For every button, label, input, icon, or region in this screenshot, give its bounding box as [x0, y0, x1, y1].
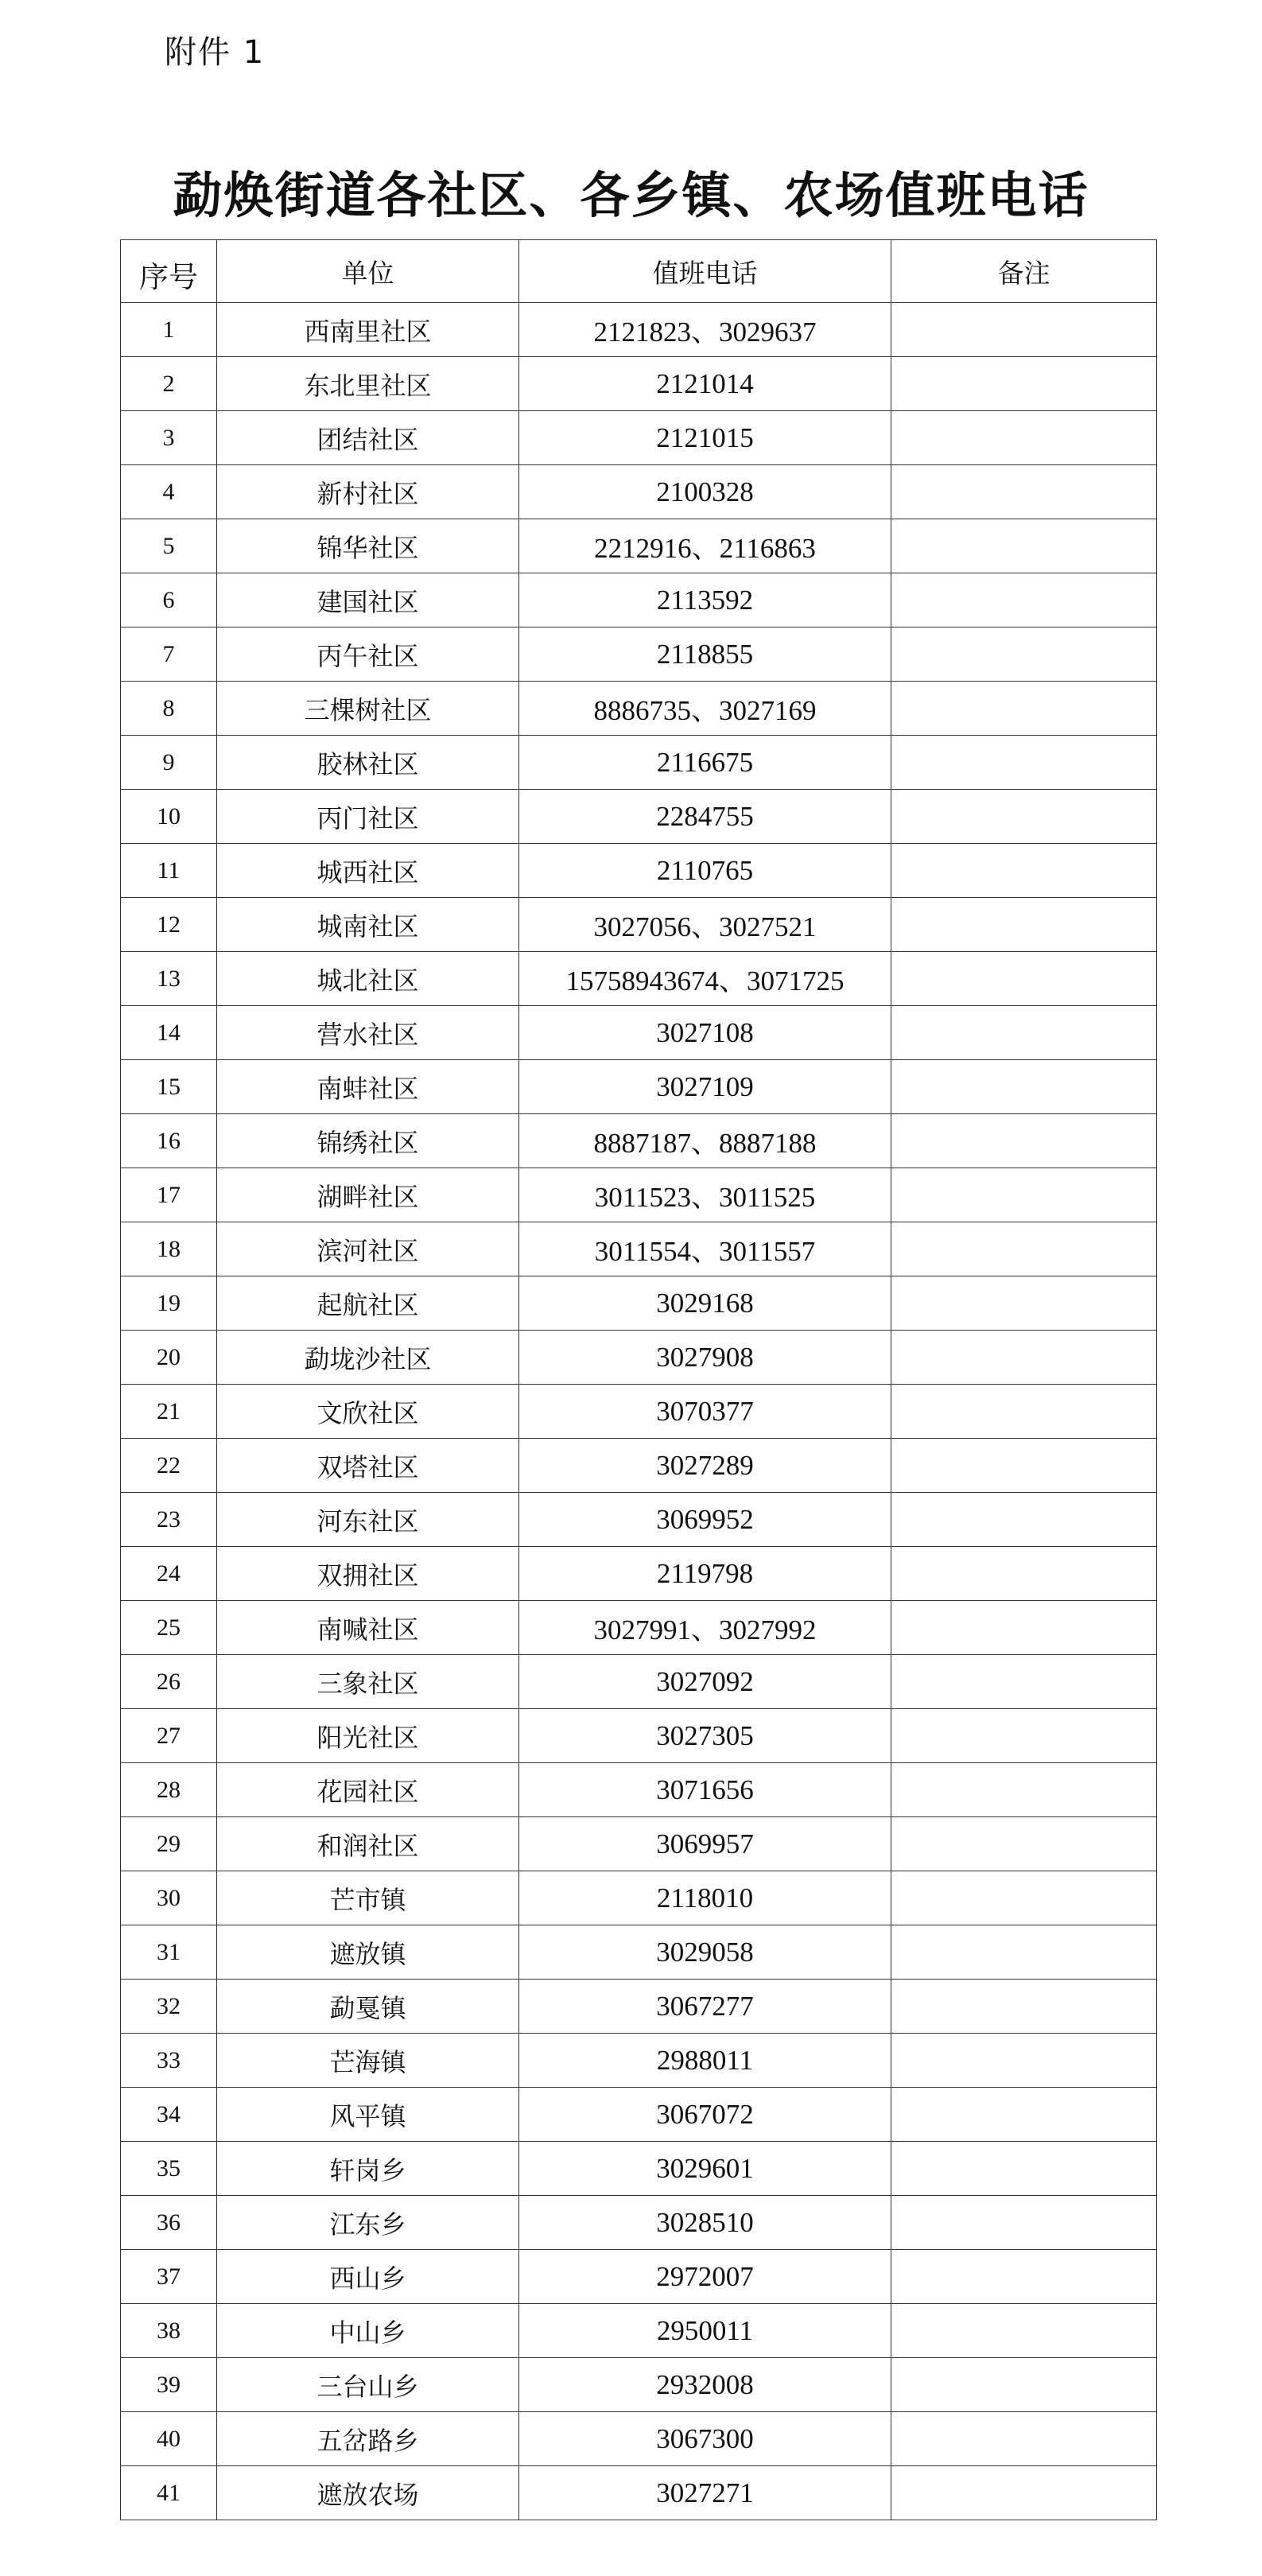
row-remarks: [891, 357, 1157, 411]
row-duty-phone: 2121015: [519, 411, 891, 465]
row-duty-phone: 2972007: [519, 2250, 891, 2304]
row-serial-number: 16: [121, 1114, 217, 1168]
row-remarks: [891, 1439, 1157, 1493]
row-serial-number: 14: [121, 1006, 217, 1060]
row-duty-phone: 8887187、8887188: [519, 1114, 891, 1168]
row-serial-number: 26: [121, 1655, 217, 1709]
row-serial-number: 35: [121, 2142, 217, 2196]
table-row: [121, 1114, 1157, 1168]
row-serial-number: 7: [121, 627, 217, 682]
row-remarks: [891, 303, 1157, 357]
table-row: [121, 682, 1157, 736]
row-remarks: [891, 519, 1157, 573]
row-remarks: [891, 1547, 1157, 1601]
row-unit-name: 双拥社区: [217, 1547, 519, 1601]
table-body: [121, 303, 1157, 2520]
row-duty-phone: 8886735、3027169: [519, 682, 891, 736]
table-row: [121, 1276, 1157, 1331]
row-unit-name: 东北里社区: [217, 357, 519, 411]
row-duty-phone: 3027991、3027992: [519, 1601, 891, 1655]
row-unit-name: 文欣社区: [217, 1385, 519, 1439]
row-duty-phone: 3027109: [519, 1060, 891, 1114]
row-unit-name: 双塔社区: [217, 1439, 519, 1493]
row-duty-phone: 15758943674、3071725: [519, 952, 891, 1006]
row-duty-phone: 3069957: [519, 1817, 891, 1871]
header-unit: 单位: [217, 240, 519, 303]
row-remarks: [891, 2196, 1157, 2250]
table-row: [121, 411, 1157, 465]
row-unit-name: 团结社区: [217, 411, 519, 465]
row-serial-number: 41: [121, 2466, 217, 2520]
row-remarks: [891, 952, 1157, 1006]
table-row: [121, 1980, 1157, 2034]
row-serial-number: 12: [121, 898, 217, 952]
table-row: [121, 2304, 1157, 2358]
row-unit-name: 芒市镇: [217, 1871, 519, 1925]
row-remarks: [891, 1060, 1157, 1114]
row-remarks: [891, 1709, 1157, 1763]
row-unit-name: 江东乡: [217, 2196, 519, 2250]
row-duty-phone: 3027305: [519, 1709, 891, 1763]
row-unit-name: 三台山乡: [217, 2358, 519, 2412]
row-duty-phone: 2100328: [519, 465, 891, 519]
row-unit-name: 城西社区: [217, 844, 519, 898]
row-unit-name: 风平镇: [217, 2088, 519, 2142]
row-duty-phone: 2121823、3029637: [519, 303, 891, 357]
attachment-label: 附件 1: [165, 34, 266, 71]
row-duty-phone: 2950011: [519, 2304, 891, 2358]
row-serial-number: 8: [121, 682, 217, 736]
table-row: [121, 1763, 1157, 1817]
header-row: [121, 240, 1157, 303]
row-duty-phone: 3067300: [519, 2412, 891, 2466]
row-remarks: [891, 2088, 1157, 2142]
row-remarks: [891, 2250, 1157, 2304]
row-remarks: [891, 1493, 1157, 1547]
row-remarks: [891, 1655, 1157, 1709]
row-serial-number: 3: [121, 411, 217, 465]
row-serial-number: 4: [121, 465, 217, 519]
row-serial-number: 39: [121, 2358, 217, 2412]
row-serial-number: 6: [121, 573, 217, 627]
table-row: [121, 573, 1157, 627]
row-unit-name: 丙午社区: [217, 627, 519, 682]
row-serial-number: 13: [121, 952, 217, 1006]
row-unit-name: 遮放农场: [217, 2466, 519, 2520]
row-duty-phone: 2932008: [519, 2358, 891, 2412]
row-duty-phone: 2118010: [519, 1871, 891, 1925]
row-unit-name: 西南里社区: [217, 303, 519, 357]
table-row: [121, 1601, 1157, 1655]
table-row: [121, 1060, 1157, 1114]
row-unit-name: 西山乡: [217, 2250, 519, 2304]
row-serial-number: 31: [121, 1925, 217, 1980]
table-row: [121, 1547, 1157, 1601]
row-serial-number: 10: [121, 790, 217, 844]
table-row: [121, 736, 1157, 790]
row-duty-phone: 3011523、3011525: [519, 1168, 891, 1222]
row-duty-phone: 3027908: [519, 1331, 891, 1385]
row-remarks: [891, 1385, 1157, 1439]
row-remarks: [891, 1168, 1157, 1222]
row-remarks: [891, 844, 1157, 898]
row-remarks: [891, 411, 1157, 465]
row-duty-phone: 2121014: [519, 357, 891, 411]
row-remarks: [891, 573, 1157, 627]
row-duty-phone: 2284755: [519, 790, 891, 844]
row-remarks: [891, 2034, 1157, 2088]
row-unit-name: 营水社区: [217, 1006, 519, 1060]
table-header: [121, 240, 1157, 303]
row-remarks: [891, 898, 1157, 952]
row-serial-number: 34: [121, 2088, 217, 2142]
header-remarks: 备注: [891, 240, 1157, 303]
row-remarks: [891, 1817, 1157, 1871]
row-duty-phone: 3027289: [519, 1439, 891, 1493]
row-serial-number: 32: [121, 1980, 217, 2034]
row-unit-name: 五岔路乡: [217, 2412, 519, 2466]
table-row: [121, 1817, 1157, 1871]
row-duty-phone: 3029168: [519, 1276, 891, 1331]
row-remarks: [891, 1601, 1157, 1655]
table-row: [121, 1222, 1157, 1276]
table-row: [121, 1709, 1157, 1763]
table-row: [121, 1168, 1157, 1222]
table-row: [121, 790, 1157, 844]
row-unit-name: 和润社区: [217, 1817, 519, 1871]
row-serial-number: 36: [121, 2196, 217, 2250]
row-serial-number: 23: [121, 1493, 217, 1547]
row-unit-name: 南蚌社区: [217, 1060, 519, 1114]
row-serial-number: 15: [121, 1060, 217, 1114]
table-row: [121, 1871, 1157, 1925]
row-serial-number: 24: [121, 1547, 217, 1601]
row-serial-number: 22: [121, 1439, 217, 1493]
row-unit-name: 三棵树社区: [217, 682, 519, 736]
row-remarks: [891, 1871, 1157, 1925]
row-duty-phone: 3011554、3011557: [519, 1222, 891, 1276]
row-unit-name: 起航社区: [217, 1276, 519, 1331]
row-remarks: [891, 790, 1157, 844]
row-unit-name: 丙门社区: [217, 790, 519, 844]
row-remarks: [891, 2412, 1157, 2466]
row-serial-number: 1: [121, 303, 217, 357]
row-unit-name: 勐垅沙社区: [217, 1331, 519, 1385]
row-duty-phone: 2110765: [519, 844, 891, 898]
row-serial-number: 30: [121, 1871, 217, 1925]
row-remarks: [891, 2304, 1157, 2358]
table-row: [121, 627, 1157, 682]
row-unit-name: 湖畔社区: [217, 1168, 519, 1222]
row-serial-number: 5: [121, 519, 217, 573]
row-unit-name: 新村社区: [217, 465, 519, 519]
row-remarks: [891, 2358, 1157, 2412]
row-serial-number: 2: [121, 357, 217, 411]
row-serial-number: 38: [121, 2304, 217, 2358]
table-row: [121, 1655, 1157, 1709]
row-remarks: [891, 682, 1157, 736]
header-duty-phone: 值班电话: [519, 240, 891, 303]
row-unit-name: 南喊社区: [217, 1601, 519, 1655]
row-duty-phone: 2212916、2116863: [519, 519, 891, 573]
row-unit-name: 建国社区: [217, 573, 519, 627]
row-duty-phone: 3027092: [519, 1655, 891, 1709]
row-unit-name: 遮放镇: [217, 1925, 519, 1980]
row-unit-name: 勐戛镇: [217, 1980, 519, 2034]
row-unit-name: 胶林社区: [217, 736, 519, 790]
row-serial-number: 33: [121, 2034, 217, 2088]
row-remarks: [891, 1006, 1157, 1060]
table-row: [121, 1493, 1157, 1547]
row-duty-phone: 3067277: [519, 1980, 891, 2034]
row-serial-number: 19: [121, 1276, 217, 1331]
table-row: [121, 2196, 1157, 2250]
table-row: [121, 519, 1157, 573]
table-row: [121, 303, 1157, 357]
row-serial-number: 21: [121, 1385, 217, 1439]
row-remarks: [891, 1331, 1157, 1385]
row-duty-phone: 2119798: [519, 1547, 891, 1601]
row-remarks: [891, 465, 1157, 519]
row-duty-phone: 3069952: [519, 1493, 891, 1547]
row-unit-name: 河东社区: [217, 1493, 519, 1547]
table-row: [121, 952, 1157, 1006]
row-duty-phone: 3027108: [519, 1006, 891, 1060]
row-serial-number: 11: [121, 844, 217, 898]
row-remarks: [891, 736, 1157, 790]
row-remarks: [891, 2142, 1157, 2196]
row-unit-name: 锦华社区: [217, 519, 519, 573]
header-serial-number: 序号: [121, 240, 217, 303]
row-unit-name: 城北社区: [217, 952, 519, 1006]
table-row: [121, 1925, 1157, 1980]
row-unit-name: 阳光社区: [217, 1709, 519, 1763]
row-unit-name: 芒海镇: [217, 2034, 519, 2088]
row-serial-number: 25: [121, 1601, 217, 1655]
row-serial-number: 27: [121, 1709, 217, 1763]
table-row: [121, 1006, 1157, 1060]
table-row: [121, 844, 1157, 898]
table-row: [121, 2034, 1157, 2088]
row-remarks: [891, 1925, 1157, 1980]
table-row: [121, 2088, 1157, 2142]
row-serial-number: 37: [121, 2250, 217, 2304]
row-duty-phone: 3028510: [519, 2196, 891, 2250]
row-remarks: [891, 2466, 1157, 2520]
row-unit-name: 中山乡: [217, 2304, 519, 2358]
row-duty-phone: 3070377: [519, 1385, 891, 1439]
table-row: [121, 1385, 1157, 1439]
row-remarks: [891, 1980, 1157, 2034]
duty-phone-table: [120, 239, 1157, 2520]
table-row: [121, 465, 1157, 519]
row-duty-phone: 2118855: [519, 627, 891, 682]
row-serial-number: 40: [121, 2412, 217, 2466]
row-duty-phone: 2113592: [519, 573, 891, 627]
row-unit-name: 轩岗乡: [217, 2142, 519, 2196]
row-remarks: [891, 1276, 1157, 1331]
row-duty-phone: 3029601: [519, 2142, 891, 2196]
row-unit-name: 滨河社区: [217, 1222, 519, 1276]
row-serial-number: 20: [121, 1331, 217, 1385]
row-duty-phone: 2988011: [519, 2034, 891, 2088]
row-remarks: [891, 1222, 1157, 1276]
row-duty-phone: 3027056、3027521: [519, 898, 891, 952]
table-row: [121, 1331, 1157, 1385]
row-serial-number: 9: [121, 736, 217, 790]
table-row: [121, 2412, 1157, 2466]
row-unit-name: 三象社区: [217, 1655, 519, 1709]
table-row: [121, 898, 1157, 952]
row-duty-phone: 3029058: [519, 1925, 891, 1980]
row-remarks: [891, 1114, 1157, 1168]
row-serial-number: 29: [121, 1817, 217, 1871]
document-title: 勐焕街道各社区、各乡镇、农场值班电话: [173, 166, 1089, 224]
row-unit-name: 城南社区: [217, 898, 519, 952]
row-serial-number: 28: [121, 1763, 217, 1817]
table-row: [121, 1439, 1157, 1493]
table-row: [121, 2142, 1157, 2196]
row-duty-phone: 3071656: [519, 1763, 891, 1817]
table-row: [121, 2358, 1157, 2412]
table-row: [121, 2466, 1157, 2520]
row-serial-number: 18: [121, 1222, 217, 1276]
table-row: [121, 2250, 1157, 2304]
row-duty-phone: 3067072: [519, 2088, 891, 2142]
table-row: [121, 357, 1157, 411]
row-serial-number: 17: [121, 1168, 217, 1222]
row-remarks: [891, 627, 1157, 682]
row-unit-name: 花园社区: [217, 1763, 519, 1817]
row-duty-phone: 3027271: [519, 2466, 891, 2520]
row-unit-name: 锦绣社区: [217, 1114, 519, 1168]
row-remarks: [891, 1763, 1157, 1817]
row-duty-phone: 2116675: [519, 736, 891, 790]
